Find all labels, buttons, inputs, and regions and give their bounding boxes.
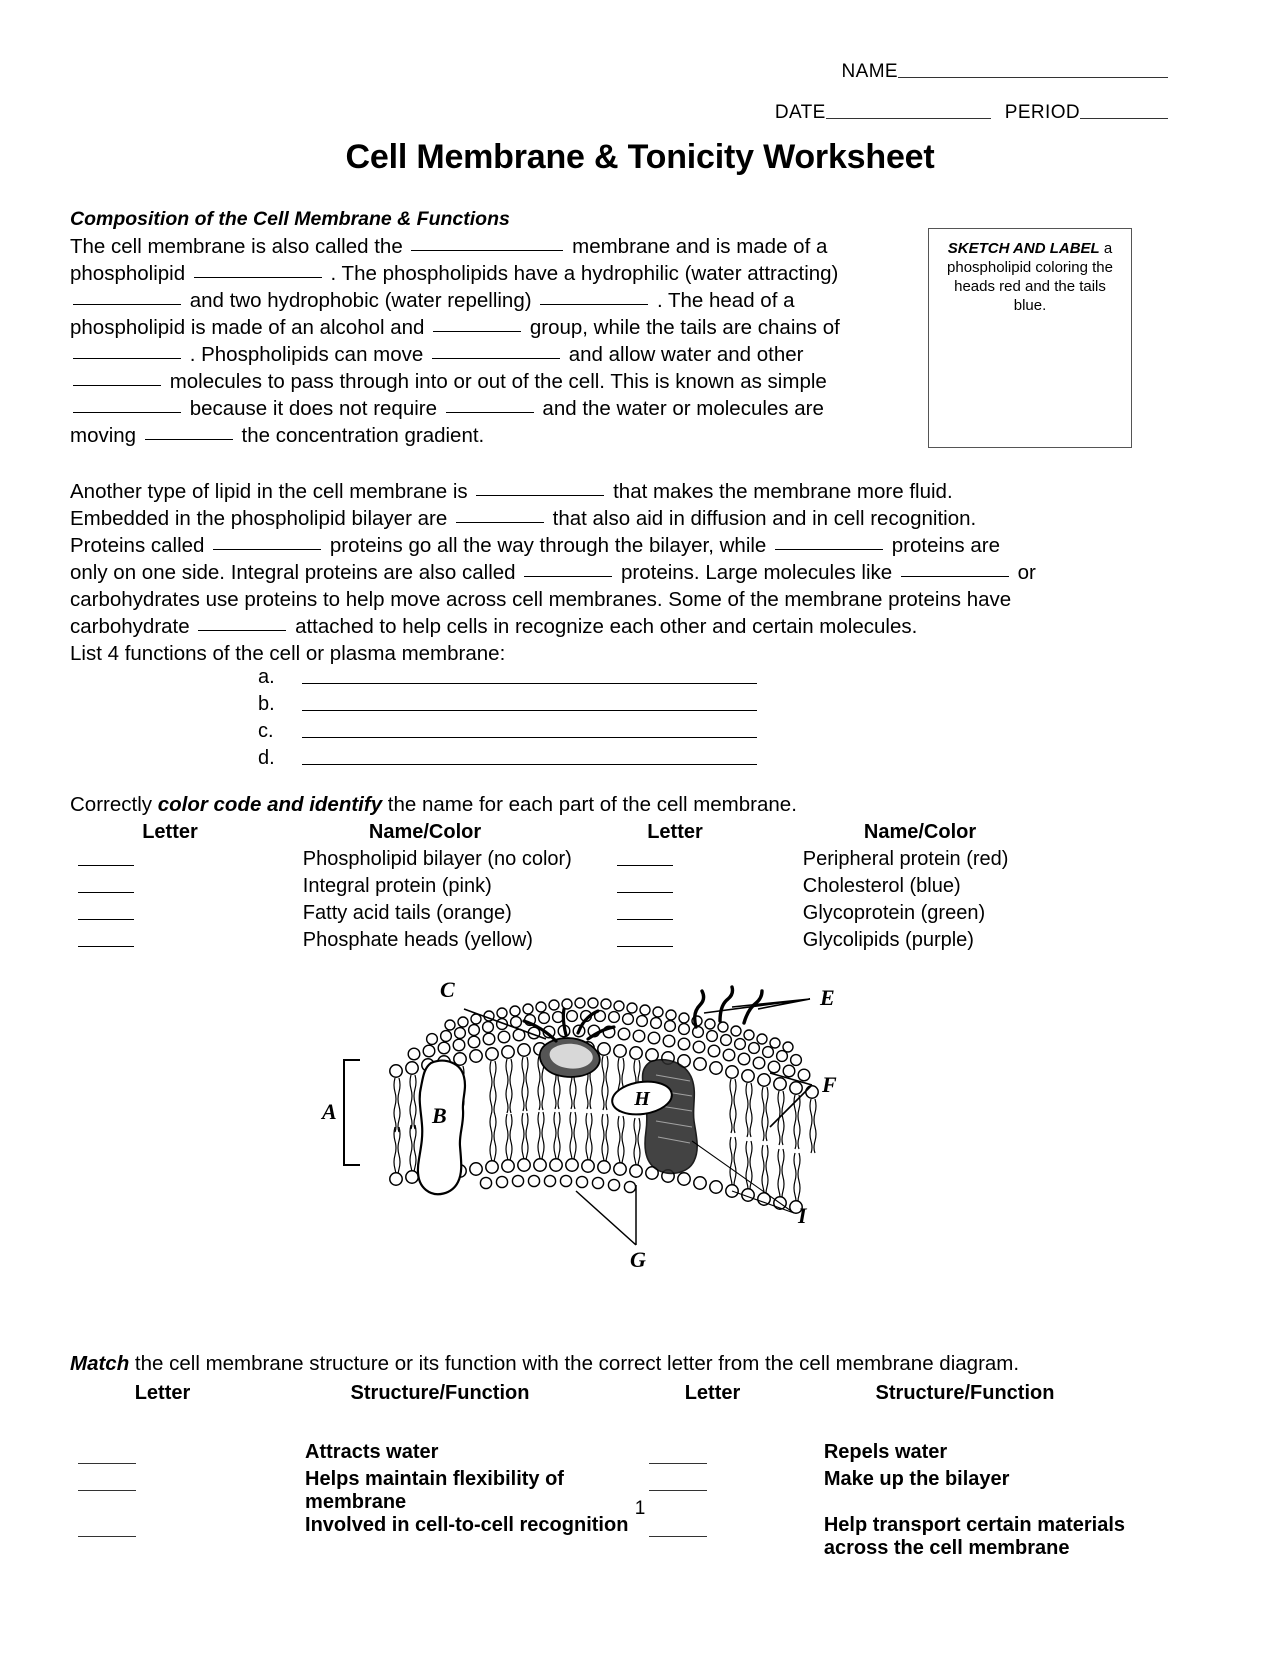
s2-line4c: or [1017, 561, 1036, 584]
section-2-paragraph [70, 478, 1080, 667]
s1-line7b: and the water or molecules are [542, 397, 824, 420]
cc-header-letter-right: Letter [647, 821, 703, 843]
functions-list [258, 662, 757, 770]
s2-blank-1[interactable] [476, 494, 604, 496]
list-letter-b: b. [258, 693, 275, 715]
mt-label-left: Helps maintain flexibility of membrane [305, 1468, 564, 1513]
cc-label-left: Phospholipid bilayer (no color) [302, 848, 572, 870]
list-item [258, 716, 757, 743]
diagram-label-A: A [322, 1099, 337, 1124]
s2-blank-7[interactable] [198, 629, 286, 631]
list-item [258, 689, 757, 716]
table-row [70, 871, 1080, 898]
s1-blank-6[interactable] [73, 357, 181, 359]
s1-blank-11[interactable] [145, 438, 233, 440]
s2-blank-4[interactable] [775, 548, 883, 550]
s1-line4a: phospholipid is made of an alcohol and [70, 316, 425, 339]
cc-label-right: Peripheral protein (red) [802, 848, 1009, 870]
color-code-header-row [70, 821, 1080, 844]
cc-label-left: Phosphate heads (yellow) [302, 929, 533, 951]
list-letter-c: c. [258, 720, 274, 742]
s2-line2b: that also aid in diffusion and in cell recognition. [552, 507, 977, 530]
cc-label-left: Fatty acid tails (orange) [302, 902, 512, 924]
match-header-row [70, 1382, 1140, 1405]
date-label: DATE [774, 102, 826, 123]
page-number: 1 [634, 1498, 646, 1519]
color-code-table [70, 821, 1080, 952]
mt-label-right: Help transport certain materials across the cell membrane [823, 1514, 1126, 1559]
s1-blank-2[interactable] [194, 276, 322, 278]
s2-line3a: Proteins called [70, 534, 205, 557]
function-blank-c[interactable] [302, 736, 757, 738]
sketch-box-text: a phospholipid coloring the heads red and the tails blue. [947, 240, 1113, 314]
s2-line6a: carbohydrate [70, 615, 190, 638]
s2-line3b: proteins go all the way through the bilayer, while [329, 534, 767, 557]
cc-label-right: Glycolipids (purple) [802, 929, 974, 951]
s2-line5a: carbohydrates use proteins to help move across cell membranes. Some of the membrane proteins have [70, 588, 1012, 611]
cc-letter-blank-left[interactable] [70, 918, 263, 925]
s1-blank-9[interactable] [73, 411, 181, 413]
cc-header-letter-left: Letter [142, 821, 198, 843]
s1-line2a: phospholipid [70, 262, 186, 285]
s1-line4b: group, while the tails are chains of [529, 316, 840, 339]
s1-blank-7[interactable] [432, 357, 560, 359]
cc-label-right: Cholesterol (blue) [802, 875, 961, 897]
mt-letter-blank-left[interactable] [70, 1468, 250, 1491]
list-item [258, 743, 757, 770]
cc-intro-bold: color code and identify [157, 793, 383, 816]
diagram-label-G: G [630, 1247, 646, 1272]
mt-letter-blank-left[interactable] [70, 1441, 250, 1464]
s1-line7a: because it does not require [189, 397, 438, 420]
page-title: Cell Membrane & Tonicity Worksheet [345, 138, 935, 176]
sketch-box-bold-label: SKETCH AND LABEL [947, 240, 1100, 257]
s2-blank-5[interactable] [524, 575, 612, 577]
diagram-label-B: B [432, 1103, 447, 1128]
s1-blank-1[interactable] [411, 249, 563, 251]
s1-line3b: . The head of a [656, 289, 795, 312]
table-row [70, 844, 1080, 871]
cc-letter-blank-right[interactable] [589, 864, 793, 871]
cc-letter-blank-right[interactable] [589, 918, 793, 925]
mt-label-right: Make up the bilayer [823, 1468, 1010, 1490]
cc-letter-blank-right[interactable] [589, 891, 793, 898]
diagram-label-E: E [820, 985, 835, 1010]
mt-header-letter-right: Letter [684, 1382, 741, 1404]
s2-blank-6[interactable] [901, 575, 1009, 577]
match-intro-rest: the cell membrane structure or its function with the correct letter from the cell membrane diagram. [129, 1352, 1020, 1375]
function-blank-d[interactable] [302, 763, 757, 765]
s1-line1b: membrane and is made of a [572, 235, 828, 258]
diagram-label-C: C [440, 977, 455, 1002]
table-row [70, 1441, 1140, 1468]
table-row [70, 925, 1080, 952]
section-1-paragraph [70, 233, 880, 449]
function-blank-b[interactable] [302, 709, 757, 711]
mt-header-sf-right: Structure/Function [875, 1382, 1055, 1404]
s2-line6b: attached to help cells in recognize each other and certain molecules. [295, 615, 918, 638]
s2-list-prompt: List 4 functions of the cell or plasma membrane: [70, 642, 506, 665]
cc-letter-blank-left[interactable] [70, 891, 263, 898]
table-row [70, 1514, 1140, 1560]
name-label: NAME [841, 61, 898, 82]
s2-line2a: Embedded in the phospholipid bilayer are [70, 507, 448, 530]
color-code-instruction [70, 793, 797, 817]
diagram-label-F: F [822, 1072, 837, 1097]
s2-line3c: proteins are [891, 534, 1001, 557]
match-table [70, 1382, 1140, 1560]
mt-header-letter-left: Letter [134, 1382, 191, 1404]
s1-line6a: molecules to pass through into or out of the cell. This is known as simple [169, 370, 827, 393]
cc-intro-post: the name for each part of the cell membrane. [382, 793, 797, 816]
s2-line1b: that makes the membrane more fluid. [613, 480, 953, 503]
s1-line5a: . Phospholipids can move [189, 343, 424, 366]
diagram-label-I: I [798, 1203, 807, 1228]
match-instruction [70, 1352, 1019, 1376]
s1-blank-8[interactable] [73, 384, 161, 386]
s1-line1a: The cell membrane is also called the [70, 235, 403, 258]
cc-label-left: Integral protein (pink) [302, 875, 492, 897]
cc-letter-blank-left[interactable] [70, 945, 263, 952]
period-blank[interactable] [1080, 117, 1168, 119]
cc-letter-blank-left[interactable] [70, 864, 263, 871]
date-blank[interactable] [826, 117, 991, 119]
mt-header-sf-left: Structure/Function [350, 1382, 530, 1404]
mt-label-left: Involved in cell-to-cell recognition [305, 1514, 629, 1536]
cc-header-name-right: Name/Color [863, 821, 977, 843]
s1-line2b: . The phospholipids have a hydrophilic (water attracting) [330, 262, 839, 285]
sketch-and-label-box[interactable] [928, 228, 1132, 448]
mt-letter-blank-right[interactable] [649, 1468, 812, 1491]
s1-blank-4[interactable] [540, 303, 648, 305]
cc-letter-blank-right[interactable] [589, 945, 793, 952]
s1-blank-5[interactable] [433, 330, 521, 332]
s1-line5b: and allow water and other [568, 343, 804, 366]
mt-letter-blank-right[interactable] [649, 1441, 812, 1464]
s2-blank-3[interactable] [213, 548, 321, 550]
s1-line3a: and two hydrophobic (water repelling) [189, 289, 532, 312]
s2-line4b: proteins. Large molecules like [621, 561, 893, 584]
section-1-heading: Composition of the Cell Membrane & Functions [70, 208, 510, 230]
match-intro-bold: Match [70, 1352, 130, 1375]
cc-label-right: Glycoprotein (green) [802, 902, 986, 924]
s2-line4a: only on one side. Integral proteins are also called [70, 561, 516, 584]
cell-membrane-diagram [300, 955, 860, 1285]
table-row [70, 898, 1080, 925]
s1-line8b: the concentration gradient. [241, 424, 485, 447]
svg-text:H: H [634, 1088, 650, 1110]
function-blank-a[interactable] [302, 682, 757, 684]
date-period-row [775, 103, 1168, 122]
mt-label-right: Repels water [823, 1441, 948, 1463]
student-info-header [775, 62, 1168, 122]
s1-blank-10[interactable] [446, 411, 534, 413]
s2-line1a: Another type of lipid in the cell membrane is [70, 480, 468, 503]
list-letter-d: d. [258, 747, 275, 769]
list-item [258, 662, 757, 689]
list-letter-a: a. [258, 666, 275, 688]
cc-header-name-left: Name/Color [368, 821, 482, 843]
s1-blank-3[interactable] [73, 303, 181, 305]
mt-label-left: Attracts water [305, 1441, 439, 1463]
period-label: PERIOD [1004, 102, 1080, 123]
name-row [775, 62, 1168, 81]
s1-line8a: moving [70, 424, 137, 447]
cc-intro-pre: Correctly [70, 793, 158, 816]
s2-blank-2[interactable] [456, 521, 544, 523]
name-blank[interactable] [898, 76, 1168, 78]
